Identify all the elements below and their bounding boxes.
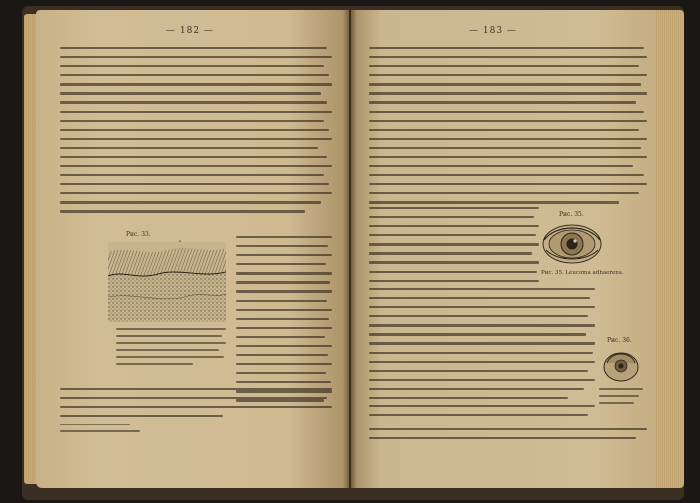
text-line [60,138,332,140]
text-line [236,345,332,347]
text-line [236,290,332,292]
text-line [236,363,332,365]
text-line [236,309,332,311]
text-line [369,147,641,149]
text-line [369,56,647,58]
text-line [369,192,639,194]
text-line [236,254,332,256]
figure-35-engraving [541,222,603,266]
text-line [60,201,321,203]
text-line [236,354,328,356]
text-line [236,245,328,247]
text-line [369,101,636,103]
text-line [369,379,595,381]
text-line [369,297,590,299]
text-line [369,252,532,254]
text-line [369,174,644,176]
left-footnote [60,430,140,437]
text-line [369,47,644,49]
right-final-paragraph [369,428,647,446]
caption-line [116,342,226,344]
text-line [369,437,636,439]
text-line [369,271,537,273]
text-line [369,129,639,131]
text-line [369,352,593,354]
right-bottom-block [369,405,595,423]
text-line [369,65,639,67]
figure-33-engraving [108,242,226,322]
text-line [60,56,332,58]
figure-36-engraving [601,347,641,383]
text-line [60,210,305,212]
text-line [369,234,536,236]
text-line [60,83,332,85]
text-line [60,174,324,176]
left-side-column [236,236,332,408]
caption-line [116,363,193,365]
text-line [369,342,595,344]
text-line [369,74,647,76]
figure-36-label: Рис. 36. [607,337,632,344]
caption-line [599,395,639,397]
text-line [60,406,332,408]
caption-line [116,356,224,358]
figure-35-caption [541,270,627,277]
text-line [60,74,329,76]
text-line [369,397,568,399]
text-line [60,111,332,113]
caption-line [599,402,634,404]
right-page-number: — 183 — [469,26,517,36]
text-line [369,243,539,245]
text-line [369,288,595,290]
text-line [236,318,329,320]
text-line [60,120,324,122]
text-line [369,405,595,407]
right-page [351,10,656,488]
caption-line [116,349,219,351]
text-line [236,272,332,274]
right-mid-column [369,207,539,289]
text-line [369,216,534,218]
text-line [369,225,539,227]
text-line [369,165,633,167]
text-line [60,183,329,185]
figure-35-label: Рис. 35. [559,211,584,218]
text-line [369,138,647,140]
figure-33-label: Рис. 33. [126,231,151,238]
caption-line [116,335,222,337]
text-line [369,92,647,94]
text-line [369,83,641,85]
text-line [236,381,331,383]
text-line [369,207,539,209]
text-line [236,236,332,238]
text-line [60,92,321,94]
book-gutter-shadow [343,10,357,488]
text-line [60,388,332,390]
text-line [369,414,588,416]
text-line [369,315,588,317]
text-line [60,156,327,158]
text-line [60,147,318,149]
left-top-paragraph [60,47,332,219]
text-line [60,165,332,167]
text-line [236,336,325,338]
text-line [369,370,588,372]
text-line [369,324,595,326]
right-top-paragraph [369,47,647,210]
footnote-rule [60,424,130,425]
text-line [60,47,327,49]
cornea-tissue-illustration [108,242,226,322]
text-line [369,306,595,308]
footnote-line [60,430,140,432]
left-page [36,10,349,488]
text-line [236,300,327,302]
text-line [60,415,223,417]
text-line [369,183,647,185]
text-line [369,120,647,122]
right-lower-column [369,288,595,406]
left-page-number: — 182 — [166,26,214,36]
text-line [369,111,644,113]
text-line [369,261,539,263]
text-line [60,129,329,131]
text-line [236,263,326,265]
text-line [236,372,326,374]
figure-36-caption [599,388,643,409]
text-line [60,192,332,194]
text-line [369,156,647,158]
staphyloma-illustration [601,347,641,383]
eye-illustration [541,222,603,266]
left-bottom-paragraph [60,388,332,424]
text-line [369,280,539,282]
figure-35-caption-text: Рис. 35. Leucoma adhaerens. [541,270,624,276]
text-line [369,388,584,390]
text-line [60,65,324,67]
caption-line [116,328,226,330]
caption-line [599,388,643,390]
text-line [369,333,586,335]
text-line [369,201,619,203]
text-line [236,327,332,329]
text-line [60,397,327,399]
text-line [236,281,330,283]
text-line [369,361,595,363]
text-line [60,101,327,103]
text-line [369,428,647,430]
figure-33-caption [116,328,226,370]
